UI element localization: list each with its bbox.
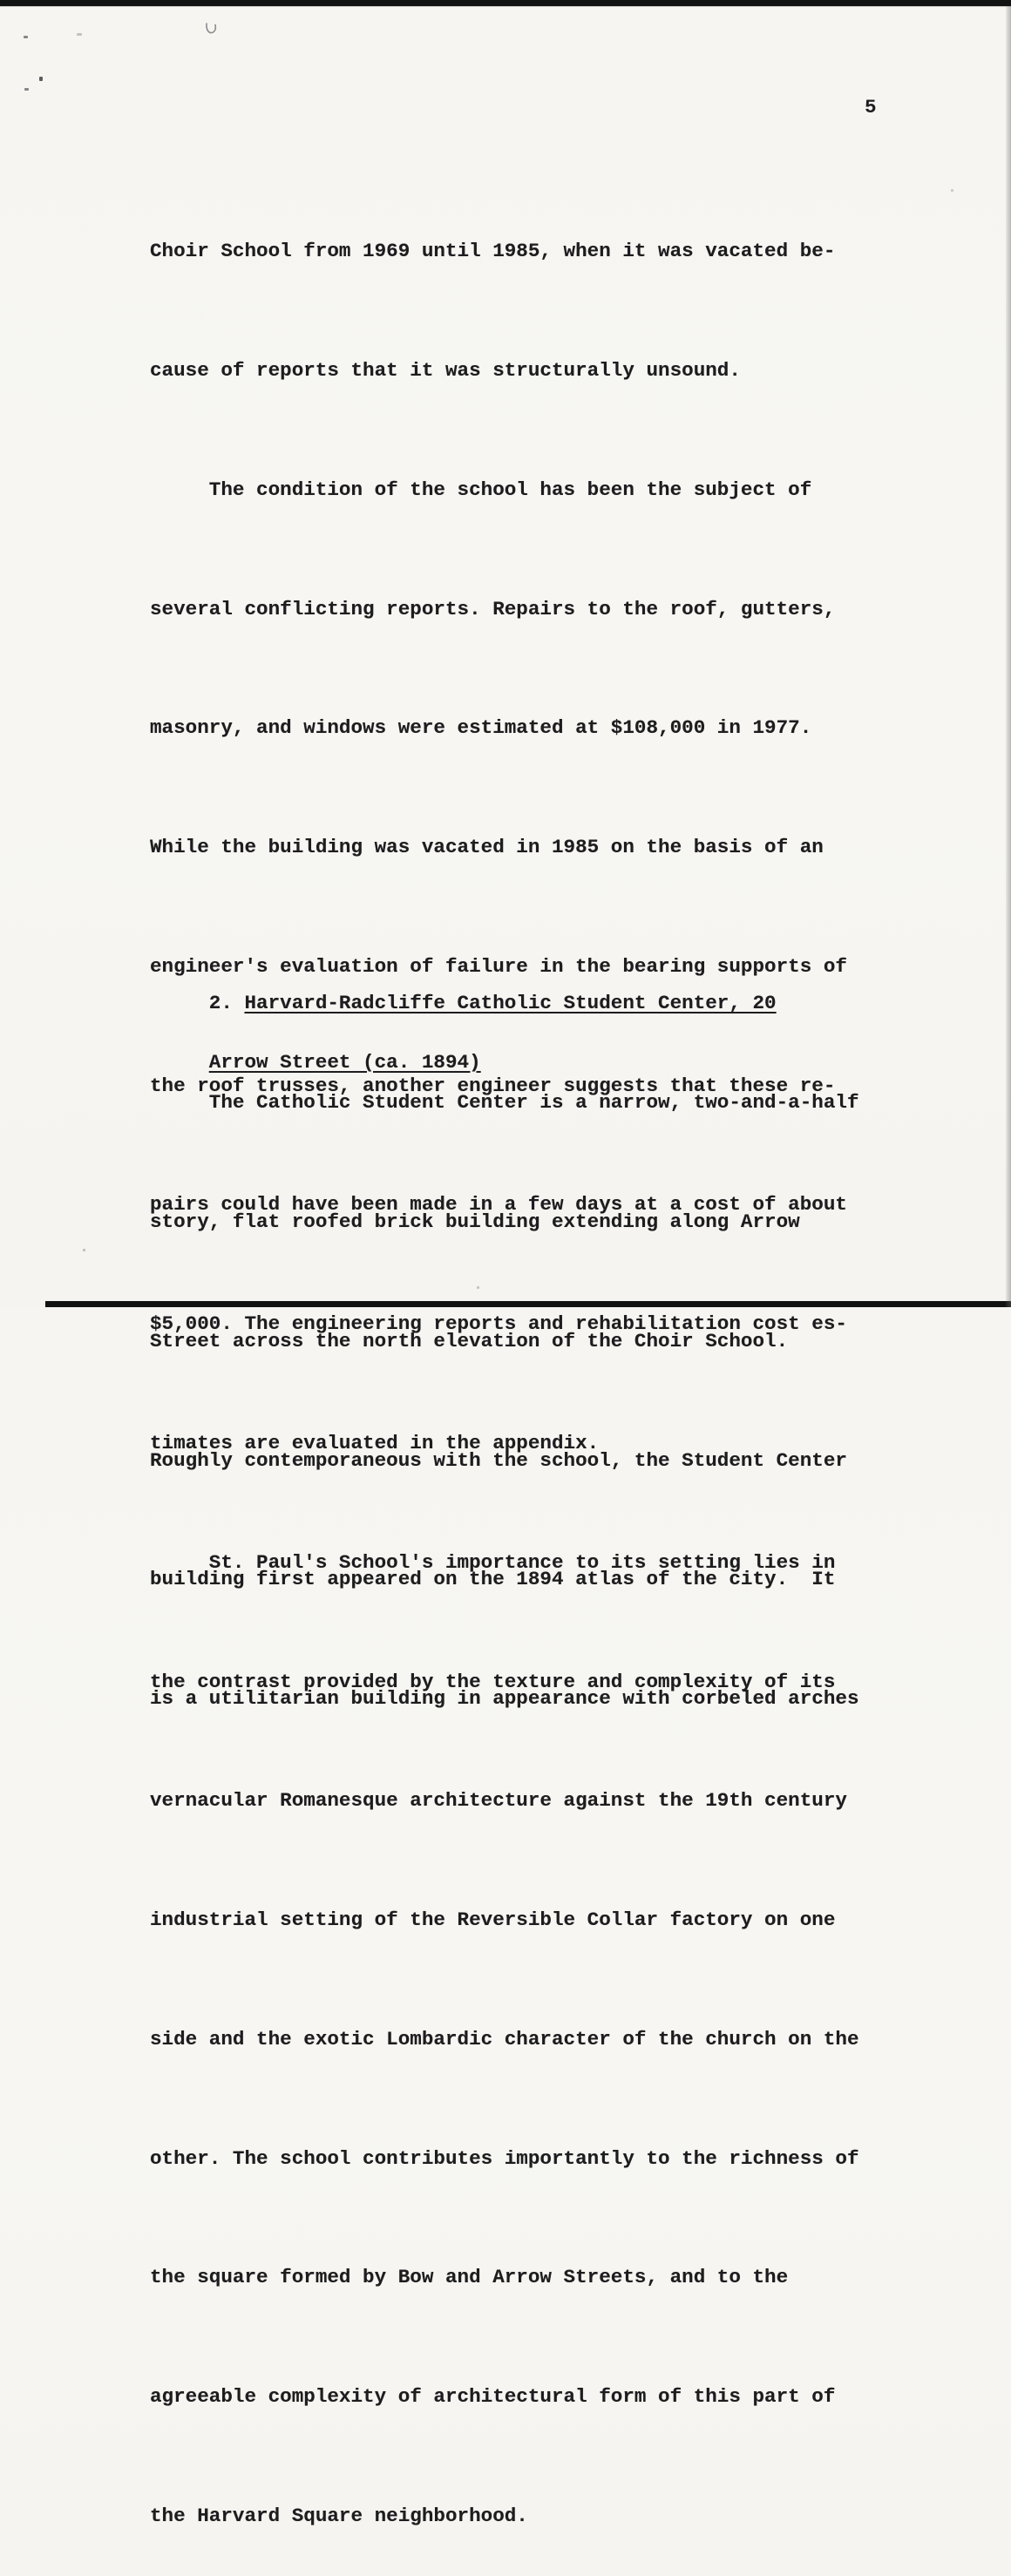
scan-artifact-speck [39, 77, 43, 81]
heading-number: 2. [208, 991, 245, 1014]
scan-artifact-speck [24, 36, 28, 38]
text-line: side and the exotic Lombardic character of the church on the [150, 2027, 859, 2051]
scan-artifact-speck [24, 88, 29, 91]
text-line: several conflicting reports. Repairs to the roof, gutters, [150, 597, 836, 620]
text-line: cause of reports that it was structurally unsound. [150, 358, 741, 382]
text-line: building first appeared on the 1894 atlas of the city. It [150, 1568, 836, 1591]
text-line: Roughly contemporaneous with the school, the Student Center [150, 1448, 847, 1472]
page-number: 5 [865, 96, 877, 119]
text-line: timates are evaluated in the appendix. [150, 1432, 600, 1454]
scan-edge-right-shadow [1006, 6, 1011, 1307]
text-line: the roof trusses, another engineer suggests that these re- [150, 1074, 836, 1097]
text-line: Choir School from 1969 until 1985, when it was vacated be- [150, 240, 836, 263]
heading-title-part-2: Arrow Street (ca. 1894) [208, 1050, 481, 1074]
scan-artifact-speck [951, 189, 953, 192]
text-line: While the building was vacated in 1985 on the basis of an [150, 836, 824, 859]
scan-artifact-speck [83, 1249, 85, 1251]
text-line: the square formed by Bow and Arrow Streets, and to the [150, 2266, 789, 2289]
text-line: engineer's evaluation of failure in the bearing supports of [150, 954, 847, 978]
text-line: $5,000. The engineering reports and rehabilitation cost es- [150, 1312, 847, 1336]
text-line: story, flat roofed brick building extending along Arrow [150, 1210, 800, 1233]
scan-edge-top-bar [0, 0, 1011, 7]
text-line: vernacular Romanesque architecture against the 19th century [150, 1789, 847, 1813]
text-line: masonry, and windows were estimated at $108,000 in 1977. [150, 716, 812, 740]
text-line: industrial setting of the Reversible Collar factory on one [150, 1908, 836, 1932]
scan-artifact-speck [77, 33, 82, 36]
text-line: pairs could have been made in a few days at a cost of about [150, 1193, 847, 1217]
heading-title-part-1: Harvard-Radcliffe Catholic Student Center, 20 [244, 991, 777, 1014]
text-line: St. Paul's School's importance to its setting lies in [150, 1550, 836, 1574]
paragraph-block-2 [150, 1004, 859, 1759]
text-line: the contrast provided by the texture and complexity of its [150, 1670, 836, 1693]
text-line: is a utilitarian building in appearance with corbeled arches [150, 1687, 859, 1711]
text-line: The condition of the school has been the subject of [150, 478, 812, 501]
text-line: other. The school contributes importantly to the richness of [150, 2146, 859, 2170]
scan-artifact-curve [205, 22, 219, 36]
text-line: Street across the north elevation of the Choir School. [150, 1329, 789, 1352]
text-line: the Harvard Square neighborhood. [150, 2505, 528, 2528]
text-line: The Catholic Student Center is a narrow, two-and-a-half [150, 1091, 859, 1115]
text-line: agreeable complexity of architectural form of this part of [150, 2385, 836, 2409]
